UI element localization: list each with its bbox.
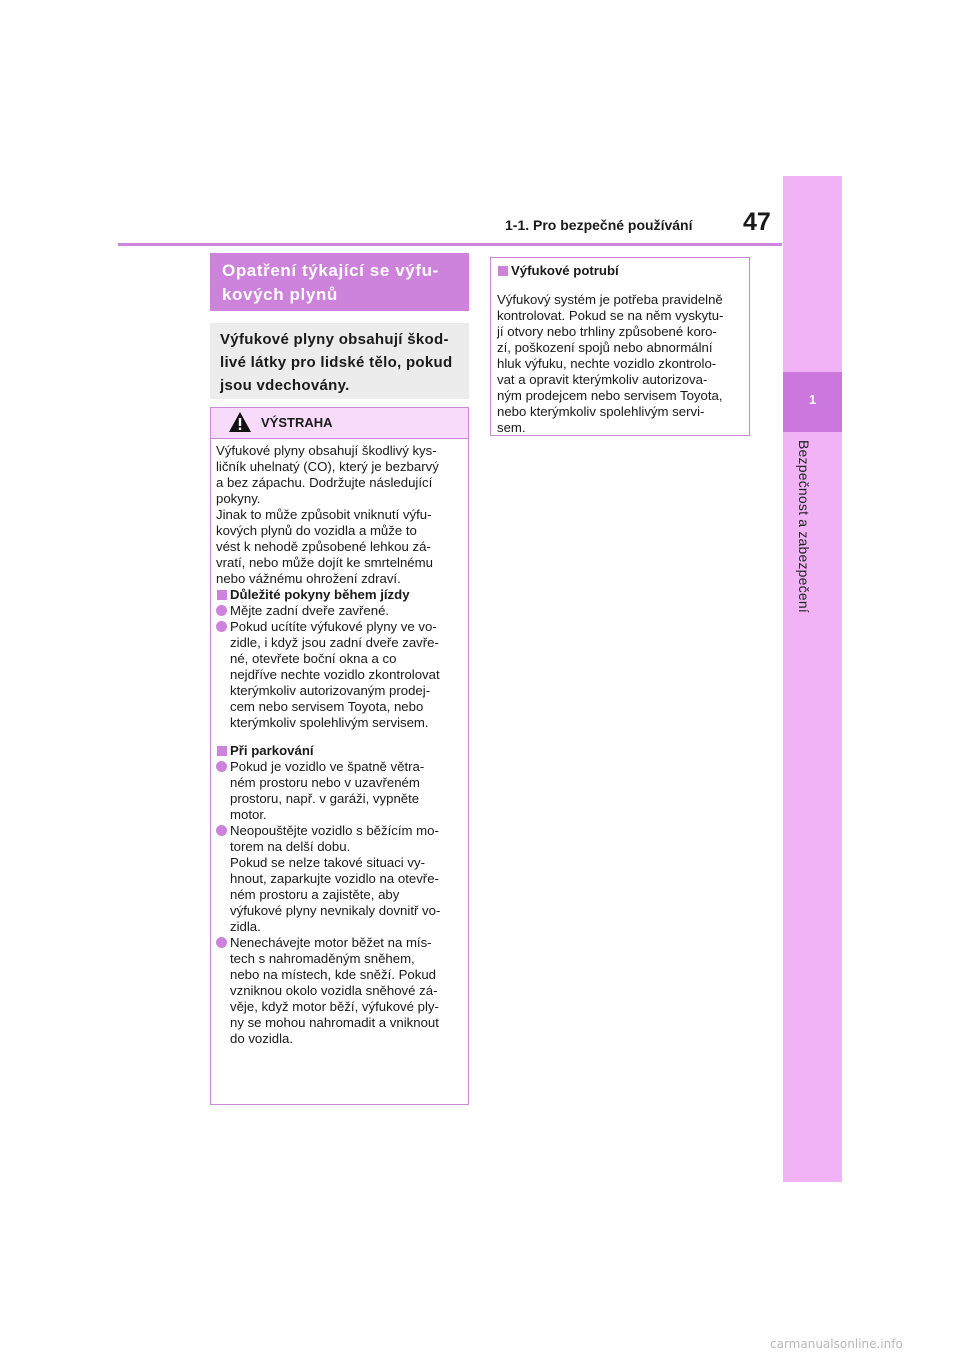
lead-paragraph bbox=[210, 323, 469, 399]
text-line: a bez zápachu. Dodržujte následující bbox=[216, 475, 433, 490]
text-line: kových plynů do vozidla a může to bbox=[216, 523, 417, 538]
subsection-heading: Výfukové potrubí bbox=[497, 263, 743, 279]
text-line: pokyny. bbox=[216, 491, 261, 506]
text-line: zidla. bbox=[230, 919, 261, 934]
warning-body bbox=[211, 439, 468, 1047]
exhaust-pipe-note bbox=[490, 257, 750, 436]
subsection-heading: Důležité pokyny během jízdy bbox=[216, 587, 462, 603]
text-line: ným prodejcem nebo servisem Toyota, bbox=[497, 388, 723, 404]
text-line: výfukové plyny nevnikaly dovnitř vo- bbox=[230, 903, 441, 918]
text-line: kterýmkoliv autorizovaným prodej- bbox=[230, 683, 431, 698]
warning-title: VÝSTRAHA bbox=[261, 415, 333, 430]
list-item bbox=[216, 759, 462, 823]
text-line: do vozidla. bbox=[230, 1031, 294, 1046]
text-line: kontrolovat. Pokud se na něm vyskytu- bbox=[497, 308, 724, 324]
exhaust-pipe-text bbox=[497, 292, 743, 436]
chapter-title: 1-1. Pro bezpečné používání bbox=[505, 217, 693, 233]
lead-line: Výfukové plyny obsahují škod- bbox=[220, 331, 449, 348]
list-item bbox=[216, 619, 462, 731]
warning-intro bbox=[216, 443, 462, 587]
text-line: nebo na místech, kde sněží. Pokud bbox=[230, 967, 436, 982]
text-line: Jinak to může způsobit vniknutí výfu- bbox=[216, 507, 432, 522]
text-line: nejdříve nechte vozidlo zkontrolovat bbox=[230, 667, 440, 682]
text-line: Výfukový systém je potřeba pravidelně bbox=[497, 292, 723, 308]
section-title-line: kových plynů bbox=[222, 285, 338, 304]
text-line: Neopouštějte vozidlo s běžícím mo- bbox=[230, 823, 439, 838]
chapter-side-tab bbox=[783, 176, 842, 1182]
text-line: kterýmkoliv spolehlivým servisem. bbox=[230, 715, 429, 730]
text-line: nebo vážnému ohrožení zdraví. bbox=[216, 571, 401, 586]
text-line: hluk výfuku, nechte vozidlo zkontrolo- bbox=[497, 356, 717, 372]
text-line: jí otvory nebo trhliny způsobené koro- bbox=[497, 324, 717, 340]
text-line: vratí, nebo může dojít ke smrtelnému bbox=[216, 555, 433, 570]
warning-triangle-icon bbox=[228, 411, 252, 433]
text-line: hnout, zaparkujte vozidlo na otevře- bbox=[230, 871, 439, 886]
text-line: Pokud je vozidlo ve špatně větra- bbox=[230, 759, 425, 774]
list-item bbox=[216, 603, 462, 619]
page-number: 47 bbox=[743, 208, 771, 236]
text-line: sem. bbox=[497, 420, 526, 436]
section-title-line: Opatření týkající se výfu- bbox=[222, 261, 439, 280]
text-line: ném prostoru a zajistěte, aby bbox=[230, 887, 400, 902]
text-line: nebo kterýmkoliv spolehlivým servi- bbox=[497, 404, 705, 420]
text-line: motor. bbox=[230, 807, 267, 822]
text-line: prostoru, např. v garáži, vypněte bbox=[230, 791, 420, 806]
list-item bbox=[216, 935, 462, 1047]
header-divider bbox=[118, 243, 782, 246]
text-line: torem na delší dobu. bbox=[230, 839, 351, 854]
text-line: ném prostoru nebo v uzavřeném bbox=[230, 775, 420, 790]
text-line: Nenechávejte motor běžet na mís- bbox=[230, 935, 432, 950]
lead-line: livé látky pro lidské tělo, pokud bbox=[220, 354, 453, 371]
text-line: vést k nehodě způsobené lehkou zá- bbox=[216, 539, 431, 554]
section-title bbox=[210, 253, 469, 311]
text-line: věje, když motor běží, výfukové ply- bbox=[230, 999, 439, 1014]
text-line: Pokud ucítíte výfukové plyny ve vo- bbox=[230, 619, 437, 634]
text-line: Pokud se nelze takové situaci vy- bbox=[230, 855, 425, 870]
chapter-number: 1 bbox=[808, 392, 817, 407]
text-line: zí, poškození spojů nebo abnormální bbox=[497, 340, 713, 356]
text-line: Mějte zadní dveře zavřené. bbox=[230, 603, 390, 618]
text-line: ny se mohou nahromadit a vniknout bbox=[230, 1015, 439, 1030]
text-line: vzniknou okolo vozidla sněhové zá- bbox=[230, 983, 438, 998]
warning-header bbox=[211, 408, 468, 439]
text-line: vat a opravit kterýmkoliv autorizova- bbox=[497, 372, 708, 388]
watermark: carmanualsonline.info bbox=[770, 1337, 903, 1351]
subsection-heading: Při parkování bbox=[216, 743, 462, 759]
chapter-side-label: Bezpečnost a zabezpečení bbox=[796, 440, 812, 613]
text-line: cem nebo servisem Toyota, nebo bbox=[230, 699, 424, 714]
list-item bbox=[216, 823, 462, 935]
text-line: zidle, i když jsou zadní dveře zavře- bbox=[230, 635, 439, 650]
text-line: né, otevřete boční okna a co bbox=[230, 651, 397, 666]
text-line: Výfukové plyny obsahují škodlivý kys- bbox=[216, 443, 437, 458]
warning-box bbox=[210, 407, 469, 1105]
text-line: tech s nahromaděným sněhem, bbox=[230, 951, 415, 966]
lead-line: jsou vdechovány. bbox=[220, 377, 350, 394]
text-line: ličník uhelnatý (CO), který je bezbarvý bbox=[216, 459, 439, 474]
